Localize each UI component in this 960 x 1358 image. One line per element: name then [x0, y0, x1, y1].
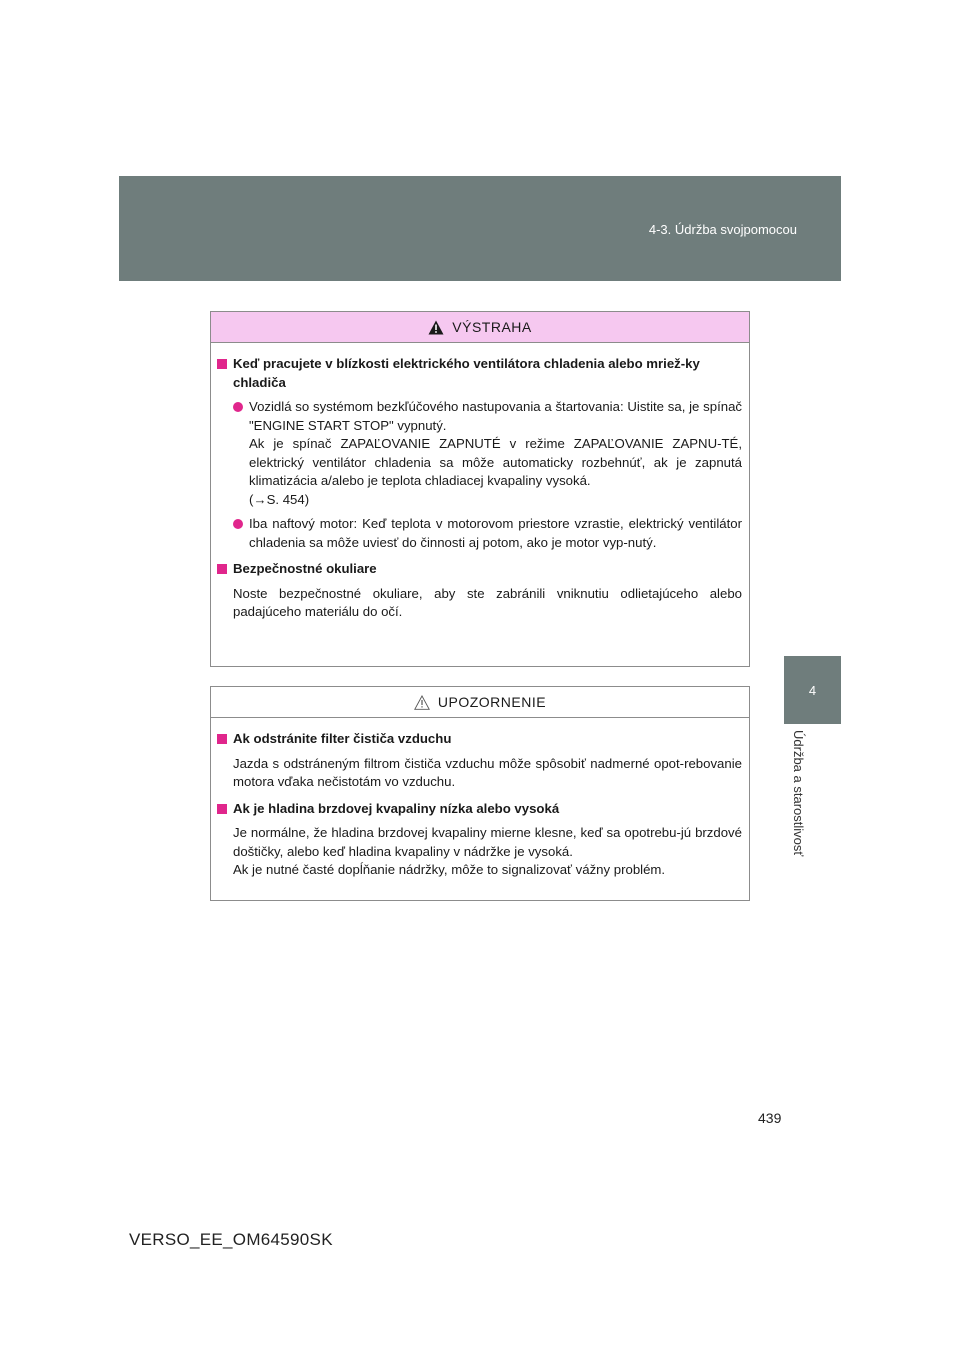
caution-para-filter: Jazda s odstráneným filtrom čističa vzduchu môže spôsobiť nadmerné opot-rebovanie motora vďaka nečistotám vo vzduchu. — [233, 755, 742, 789]
warning-heading-glasses — [217, 560, 742, 579]
caution-box — [210, 686, 750, 901]
heading-text: Keď pracujete v blízkosti elektrického ventilátora chladenia alebo mriež-ky chladiča — [233, 356, 700, 390]
caution-title: UPOZORNENIE — [437, 694, 547, 710]
chapter-number: 4 — [808, 682, 817, 698]
warning-header — [211, 312, 749, 343]
round-bullet-icon — [233, 402, 243, 412]
page-number: 439 — [758, 1110, 782, 1126]
caution-heading-brake — [217, 800, 742, 819]
warning-heading-fan — [217, 355, 742, 392]
heading-text: Bezpečnostné okuliare — [233, 561, 377, 576]
chapter-tab — [784, 656, 841, 724]
para-text: Ak je nutné časté dopĺňanie nádržky, môže to signalizovať vážny problém. — [233, 862, 666, 877]
warning-body — [211, 343, 749, 622]
header-band — [119, 176, 841, 281]
square-bullet-icon — [217, 359, 227, 369]
warning-triangle-icon — [428, 320, 444, 335]
heading-text: Ak je hladina brzdovej kvapaliny nízka alebo vysoká — [233, 800, 560, 816]
caution-heading-filter — [217, 730, 742, 749]
caution-triangle-icon — [414, 695, 430, 710]
caution-header — [211, 687, 749, 718]
warning-bullet-diesel — [217, 515, 742, 552]
heading-text: Ak odstránite filter čističa vzduchu — [233, 731, 452, 746]
square-bullet-icon — [217, 804, 227, 814]
warning-box — [210, 311, 750, 667]
warning-bullet-keyless — [217, 398, 742, 509]
bullet-text: Iba naftový motor: Keď teplota v motorovom priestore vzrastie, elektrický ventilátor chladenia sa môže uviesť do činnosti aj potom, ako je motor vyp-nutý. — [249, 516, 742, 550]
round-bullet-icon — [233, 519, 243, 529]
square-bullet-icon — [217, 734, 227, 744]
para-text: Je normálne, že hladina brzdovej kvapaliny mierne klesne, keď sa opotrebu-jú brzdové doštičky, alebo keď hladina kvapaliny v nádržke je vysoká. — [233, 825, 742, 859]
warning-para-glasses: Noste bezpečnostné okuliare, aby ste zabránili vniknutiu odlietajúceho alebo padajúceho materiálu do očí. — [233, 585, 742, 619]
page-reference: (→S. 454) — [249, 491, 310, 507]
caution-body — [211, 718, 749, 880]
chapter-label: Údržba a starostlivosť — [791, 730, 806, 857]
bullet-text: Vozidlá so systémom bezkľúčového nastupovania a štartovania: Uistite sa, je spínač "ENGINE START STOP" vypnutý. — [249, 399, 742, 433]
square-bullet-icon — [217, 564, 227, 574]
caution-para-brake — [217, 824, 742, 880]
section-title: 4-3. Údržba svojpomocou — [648, 222, 797, 237]
bullet-text: Ak je spínač ZAPAĽOVANIE ZAPNUTÉ v režime ZAPAĽOVANIE ZAPNU-TÉ, elektrický ventilátor chladenia sa môže automaticky rozbehnúť, ak je zapnutá klimatizácia a/alebo je teplota chladiacej kvapaliny vysoká. — [249, 436, 742, 488]
document-code: VERSO_EE_OM64590SK — [129, 1230, 333, 1249]
warning-title: VÝSTRAHA — [452, 319, 532, 335]
